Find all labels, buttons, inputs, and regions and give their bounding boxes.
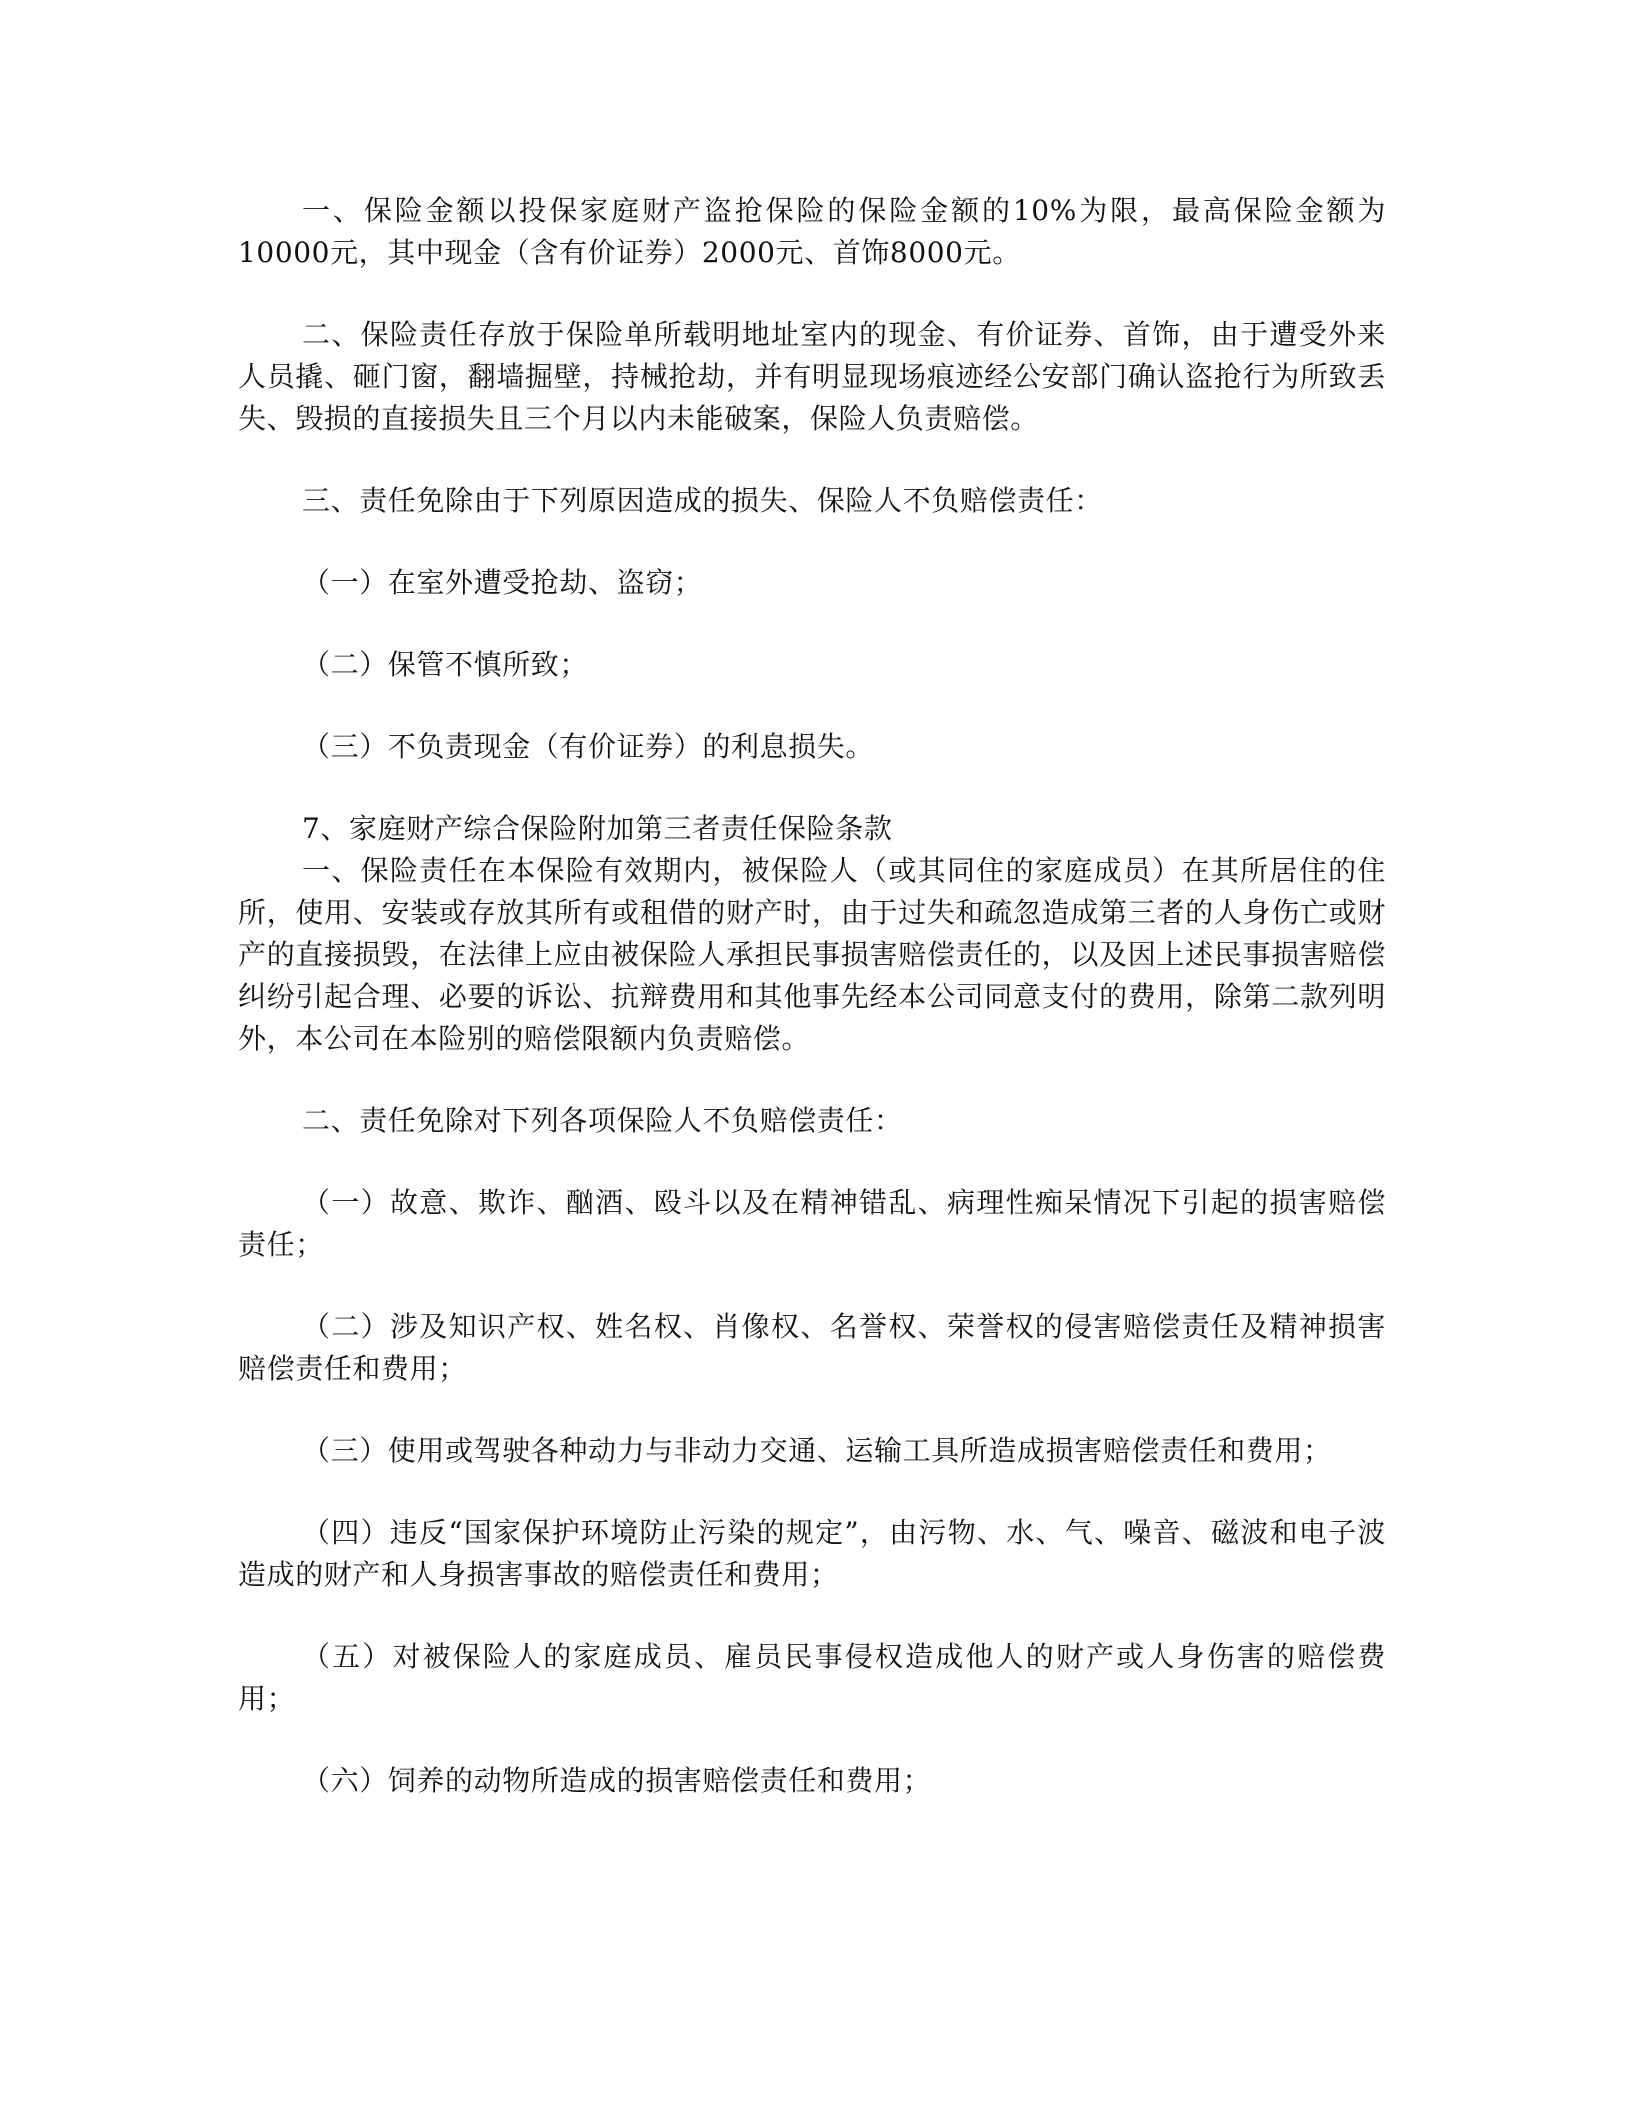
list-item: （一）故意、欺诈、酗酒、殴斗以及在精神错乱、病理性痴呆情况下引起的损害赔偿责任； xyxy=(238,1186,1386,1261)
list-item: （三）使用或驾驶各种动力与非动力交通、运输工具所造成损害赔偿责任和费用； xyxy=(302,1434,1332,1467)
list-item: （三）不负责现金（有价证券）的利息损失。 xyxy=(302,730,875,763)
list-item: （二）涉及知识产权、姓名权、肖像权、名誉权、荣誉权的侵害赔偿责任及精神损害赔偿责任和费用； xyxy=(238,1310,1386,1385)
paragraph: 三、责任免除由于下列原因造成的损失、保险人不负赔偿责任： xyxy=(302,484,1103,517)
paragraph: 一、保险金额以投保家庭财产盗抢保险的保险金额的10%为限，最高保险金额为10000元，其中现金（含有价证券）2000元、首饰8000元。 xyxy=(238,194,1386,269)
list-item: （二）保管不慎所致； xyxy=(302,648,589,681)
list-item: （四）违反“国家保护环境防止污染的规定”，由污物、水、气、噪音、磁波和电子波造成的财产和人身损害事故的赔偿责任和费用； xyxy=(238,1516,1386,1591)
document-page xyxy=(238,190,1386,1802)
list-item: （六）饲养的动物所造成的损害赔偿责任和费用； xyxy=(302,1764,932,1797)
list-item: （五）对被保险人的家庭成员、雇员民事侵权造成他人的财产或人身伤害的赔偿费用； xyxy=(238,1640,1386,1715)
paragraph: 二、保险责任存放于保险单所载明地址室内的现金、有价证券、首饰，由于遭受外来人员撬、砸门窗，翻墙掘壁，持械抢劫，并有明显现场痕迹经公安部门确认盗抢行为所致丢失、毁损的直接损失且三个月以内未能破案，保险人负责赔偿。 xyxy=(238,318,1386,435)
section-heading: 7、家庭财产综合保险附加第三者责任保险条款 xyxy=(302,812,893,845)
list-item: （一）在室外遭受抢劫、盗窃； xyxy=(302,566,703,599)
paragraph: 二、责任免除对下列各项保险人不负赔偿责任： xyxy=(302,1104,903,1137)
paragraph: 一、保险责任在本保险有效期内，被保险人（或其同住的家庭成员）在其所居住的住所，使用、安装或存放其所有或租借的财产时，由于过失和疏忽造成第三者的人身伤亡或财产的直接损毁，在法律上应由被保险人承担民事损害赔偿责任的，以及因上述民事损害赔偿纠纷引起合理、必要的诉讼、抗辩费用和其他事先经本公司同意支付的费用，除第二款列明外，本公司在本险别的赔偿限额内负责赔偿。 xyxy=(238,854,1386,1055)
